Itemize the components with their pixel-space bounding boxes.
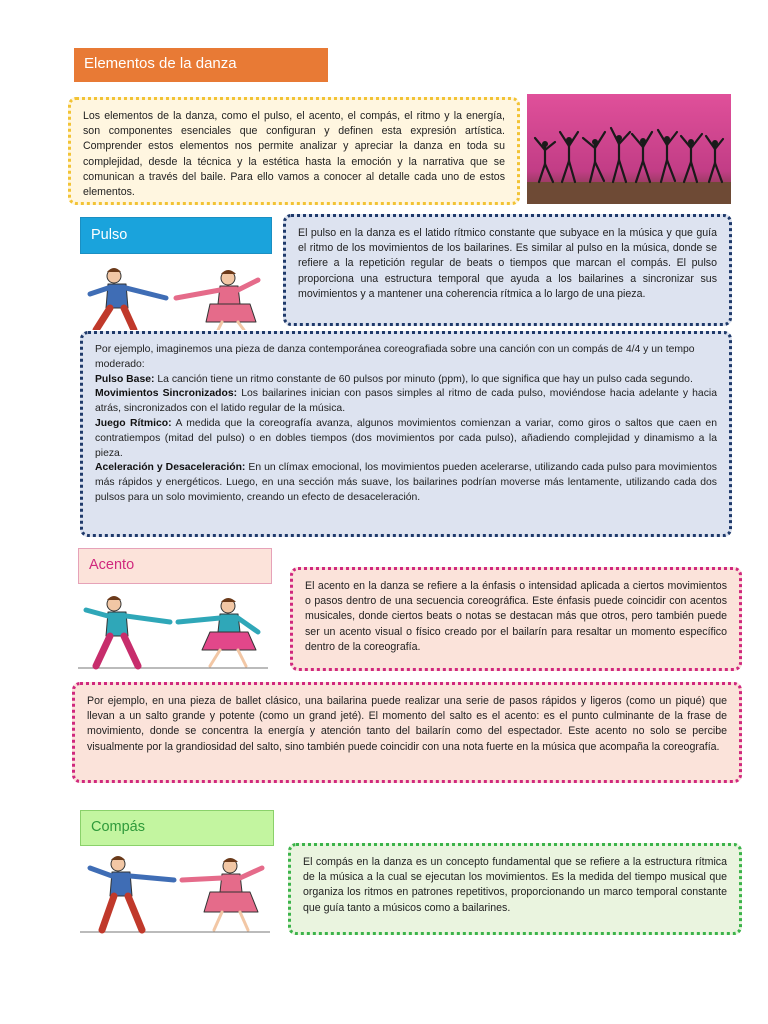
pulso-item-text: A medida que la coreografía avanza, algunos movimientos comienzan a variar, como giros o saltos que caen en contratiempos (mitad del pulso) o en dobles tiempos (dos movimientos por cada pulso), añadiendo complejidad y dinamismo a la pieza. <box>95 417 717 459</box>
section-label-acento <box>78 548 272 584</box>
compas-label-text: Compás <box>91 819 145 835</box>
acento-definition-text: El acento en la danza se refiere a la énfasis o intensidad aplicada a ciertos movimientos o pasos dentro de una secuencia coreográfica. Este énfasis puede coincidir con acentos musicales, donde ciertos beats o notas se destacan más que otros, pero también puede ser un acento visual o físico creado por el bailarín para resaltar un momento específico dentro de la coreografía. <box>305 580 727 653</box>
dancing-couple-illustration <box>80 262 268 330</box>
acento-example-text: Por ejemplo, en una pieza de ballet clásico, una bailarina puede realizar una serie de pasos rápidos y ligeros (como un piqué) que llevan a un salto grande y potente (como un grand jeté). El momento del salto es el acento: es el punto culminante de la frase de movimiento, donde se concentra la energía y atención tanto del bailarín como del espectador. Este acento no solo se percibe visualmente por la grandiosidad del salto, sino también puede coincidir con una nota fuerte en la música que acompaña la coreografía. <box>87 695 727 753</box>
pulso-item <box>95 417 717 461</box>
pulso-example-box <box>80 331 732 537</box>
pulso-item-text: En un clímax emocional, los movimientos pueden acelerarse, utilizando cada pulso para movimientos más rápidos y energéticos. Luego, en una sección más suave, los bailarines podrían moverse más lentamente, utilizando cada dos pulsos para un solo movimiento, creando un efecto de desaceleración. <box>95 462 717 503</box>
acento-example-box <box>72 682 742 783</box>
acento-label-text: Acento <box>89 557 135 573</box>
pulso-item-term: Juego Rítmico: <box>95 417 172 429</box>
pulso-item-term: Aceleración y Desaceleración: <box>95 462 246 474</box>
compas-definition-box <box>288 843 742 935</box>
pulso-example-intro: Por ejemplo, imaginemos una pieza de danza contemporánea coreografiada sobre una canción con un compás de 4/4 y un tempo moderado: <box>95 344 695 370</box>
acento-definition-box <box>290 567 742 671</box>
intro-box <box>68 97 520 205</box>
pulso-item <box>95 373 717 388</box>
pulso-item <box>95 387 717 417</box>
pulso-item-text: La canción tiene un ritmo constante de 60 pulsos por minuto (ppm), lo que significa que hay un pulso cada segundo. <box>154 373 693 385</box>
pulso-item <box>95 461 717 505</box>
intro-text: Los elementos de la danza, como el pulso, el acento, el compás, el ritmo y la energía, son componentes esenciales que configuran y definen esta expresión artística. Comprender estos elementos nos permite analizar y apreciar la danza en toda su complejidad, desde la técnica y la estética hasta la emoción y la narrativa que se comunican a través del baile. Para ello vamos a conocer al detalle cada uno de estos elementos. <box>83 110 505 199</box>
section-label-compas <box>80 810 274 846</box>
pulso-definition-box <box>283 214 732 326</box>
pulso-item-text: Los bailarines inician con pasos simples al ritmo de cada pulso, moviéndose hacia adelante y hacia atrás, sincronizados con el latido regular de la música. <box>95 388 717 415</box>
page-title <box>74 48 328 82</box>
pulso-item-term: Pulso Base: <box>95 373 155 385</box>
compas-definition-text: El compás en la danza es un concepto fundamental que se refiere a la estructura rítmica de la música a la cual se ejecutan los movimientos. Es la medida del tiempo musical que organiza los ritmos en patrones repetitivos, proporcionando un marco temporal constante que guía tanto a músicos como a bailarines. <box>303 856 727 914</box>
dancers-photo <box>527 94 731 204</box>
dancing-couple-illustration <box>80 852 270 934</box>
section-label-pulso <box>80 217 272 254</box>
pulso-definition-text: El pulso en la danza es el latido rítmico constante que subyace en la música y que guía el ritmo de los movimientos de los bailarines. Es similar al pulso en la música, donde se refiere a la repetición regular de beats o tiempos que marcan el compás. El pulso proporciona una estructura temporal que ayuda a los bailarines a sincronizar sus movimientos y a mantener una coherencia rítmica a lo largo de una pieza. <box>298 227 717 300</box>
page-title-text: Elementos de la danza <box>84 55 237 72</box>
dancing-couple-illustration <box>78 592 268 670</box>
pulso-label-text: Pulso <box>91 227 128 243</box>
pulso-item-term: Movimientos Sincronizados: <box>95 388 238 400</box>
